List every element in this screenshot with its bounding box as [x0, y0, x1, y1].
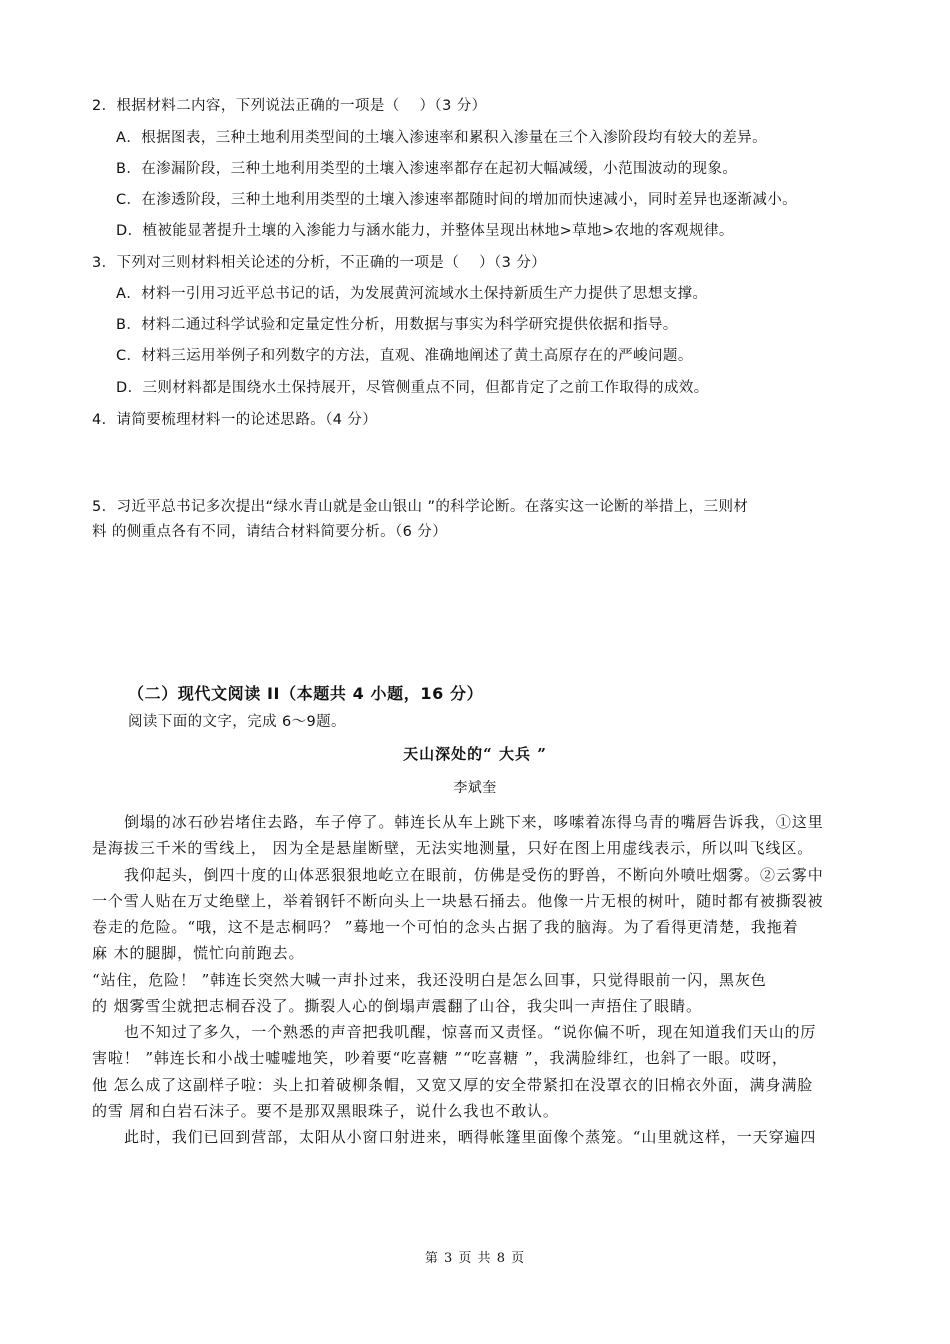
article-line: 此时，我们已回到营部，太阳从小窗口射进来，晒得帐篷里面像个蒸笼。“山里就这样，一天穿遍四 — [124, 1128, 817, 1146]
article-line: 害啦！ ”韩连长和小战士嘘嘘地笑，吵着要“吃喜糖 ”“吃喜糖 ”，我满脸绯红，也斜了一眼。哎呀， — [92, 1049, 788, 1067]
question-3-option-a: A．材料一引用习近平总书记的话，为发展黄河流域水土保持新质生产力提供了思想支撑。 — [116, 286, 708, 302]
question-3-option-c: C．材料三运用举例子和列数字的方法，直观、准确地阐述了黄土高原存在的严峻问题。 — [116, 348, 693, 364]
article-author: 李斌奎 — [453, 780, 497, 796]
article-line: 麻 木的腿脚，慌忙向前跑去。 — [92, 944, 305, 962]
question-3-option-b: B．材料二通过科学试验和定量定性分析，用数据与事实为科学研究提供依据和指导。 — [116, 317, 678, 333]
section-title: （二）现代文阅读 II（本题共 4 小题，16 分） — [128, 684, 484, 703]
article-line: 的 烟雾雪尘就把志桐吞没了。撕裂人心的倒塌声震翻了山谷，我尖叫一声捂住了眼睛。 — [92, 997, 702, 1015]
section-instruction: 阅读下面的文字，完成 6～9题。 — [128, 714, 346, 730]
article-line: 一个雪人贴在万丈绝壁上，举着钢钎不断向头上一块悬石捅去。他像一片无根的树叶，随时都有被撕裂被 — [92, 892, 824, 910]
question-2-option-a: A．根据图表，三种土地利用类型间的土壤入渗速率和累积入渗量在三个入渗阶段均有较大的差异。 — [116, 130, 768, 146]
article-line: 他 怎么成了这副样子啦：头上扣着破柳条帽，又宽又厚的安全带紧扣在没罩衣的旧棉衣外面，满身满脸 — [92, 1076, 814, 1094]
article-line: 也不知过了多久，一个熟悉的声音把我叽醒，惊喜而又责怪。“说你偏不听，现在知道我们天山的厉 — [124, 1023, 817, 1041]
question-2-option-d: D．植被能显著提升土壤的入渗能力与涵水能力，并整体呈现出林地>草地>农地的客观规律。 — [116, 223, 734, 239]
question-3-option-d: D．三则材料都是围绕水土保持展开，尽管侧重点不同，但都肯定了之前工作取得的成效。 — [116, 380, 709, 396]
question-2-stem: 2．根据材料二内容，下列说法正确的一项是（ ）（3 分） — [92, 98, 487, 114]
article-line: “站住，危险！ ”韩连长突然大喊一声扑过来，我还没明白是怎么回事，只觉得眼前一闪，黑灰色 — [92, 971, 767, 989]
question-2-option-b: B．在渗漏阶段，三种土地利用类型的土壤入渗速率都存在起初大幅减缓，小范围波动的现象。 — [116, 161, 738, 177]
article-title: 天山深处的“ 大兵 ” — [403, 745, 547, 763]
question-5-line-2: 料 的侧重点各有不同，请结合材料简要分析。（6 分） — [92, 524, 448, 540]
page-number-footer: 第 3 页 共 8 页 — [424, 1251, 526, 1266]
article-line: 我仰起头，倒四十度的山体恶狠狠地屹立在眼前，仿佛是受伤的野兽，不断向外喷吐烟雾。②云雾中 — [124, 866, 824, 884]
article-line: 倒塌的冰石砂岩堵住去路，车子停了。韩连长从车上跳下来，哆嗦着冻得乌青的嘴唇告诉我，①这里 — [124, 813, 824, 831]
article-line: 的雪 屑和白岩石沫子。要不是那双黑眼珠子，说什么我也不敢认。 — [92, 1102, 559, 1120]
question-5-line-1: 5．习近平总书记多次提出“绿水青山就是金山银山 ”的科学论断。在落实这一论断的举措上，三则材 — [92, 499, 749, 515]
article-line: 是海拔三千米的雪线上， 因为全是悬崖断壁，无法实地测量，只好在图上用虚线表示，所以叫飞线区。 — [92, 839, 814, 857]
question-2-option-c: C．在渗透阶段，三种土地利用类型的土壤入渗速率都随时间的增加而快速减小，同时差异也逐渐减小。 — [116, 192, 798, 208]
question-3-stem: 3．下列对三则材料相关论述的分析，不正确的一项是（ ）（3 分） — [92, 255, 547, 271]
question-4-stem: 4．请简要梳理材料一的论述思路。（4 分） — [92, 412, 378, 428]
article-line: 卷走的危险。“哦，这不是志桐吗？ ”蓦地一个可怕的念头占据了我的脑海。为了看得更清楚，我拖着 — [92, 918, 799, 936]
